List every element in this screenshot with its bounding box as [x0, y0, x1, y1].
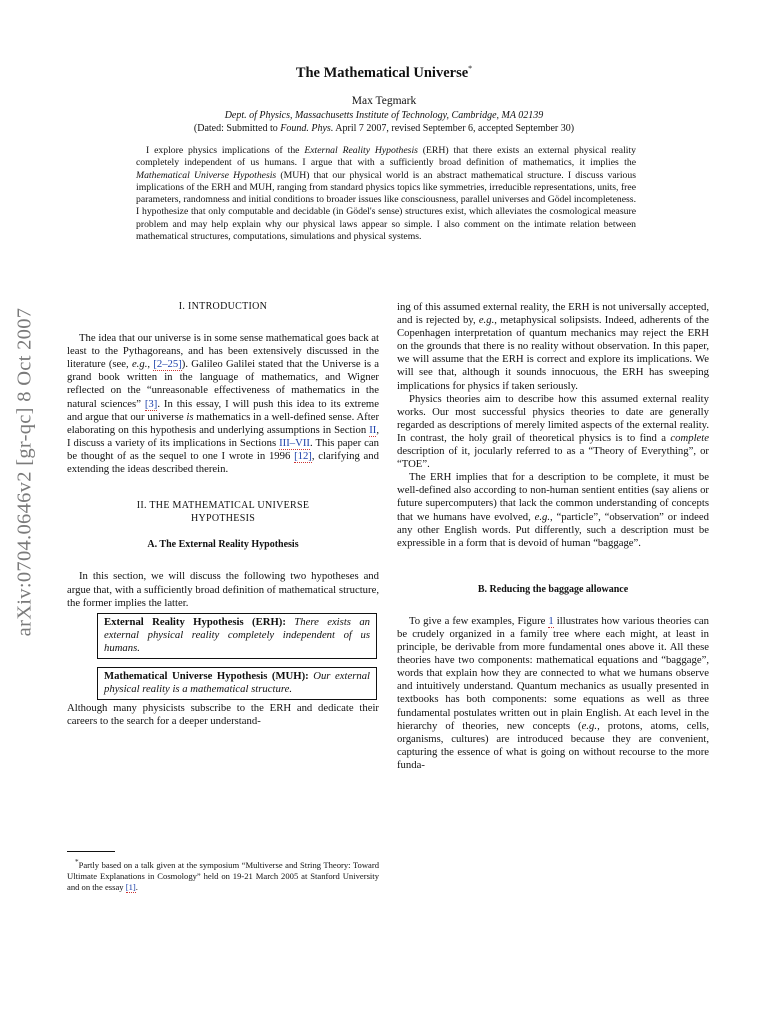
intro-paragraph: The idea that our universe is in some sense mathematical goes back at least to the Pythagoreans, and has been extensively discussed in the literature (see, e.g., [2–25]). Galileo Galilei stated that the Universe is a grand book written in the language of mathematics, and Wigner reflected on the “unreasonable effectiveness of mathematics in the natural sciences” [3]. In this essay, I will push this idea to its extreme and argue that our universe is mathematics in a well-defined sense. After elaborating on this hypothesis and underlying assumptions in Section II, I discuss a variety of its implications in Sections III–VII. This paper can be thought of as the sequel to one I wrote in 1996 [12], clarifying and extending the ideas described therein. — [67, 332, 380, 476]
subsection-heading-baggage: B. Reducing the baggage allowance — [477, 583, 629, 595]
erh-continuation-paragraph: Although many physicists subscribe to the ERH and dedicate their careers to the search for a deeper understand- — [67, 701, 379, 727]
right-paragraph-4: To give a few examples, Figure 1 illustrates how various theories can be crudely organized in a family tree where each might, at least in principle, be derivable from more fundamental ones above it. All these theories have two components: mathematical equations and “baggage”, words that explain how they are connected to what we humans observe and intuitively understand. Quantum mechanics as usually presented in textbooks has both components: some equations as well as three fundamental postulates written out in plain English. At each level in the hierarchy of theories, new concepts (e.g., protons, atoms, cells, organisms, cultures) are introduced because they are convenient, capturing the essence of what is going on without recourse to the more funda- — [397, 614, 709, 771]
citation-link[interactable]: [1] — [125, 881, 136, 892]
citation-link[interactable]: [12] — [294, 449, 312, 462]
section-heading-muh: II. THE MATHEMATICAL UNIVERSE HYPOTHESIS — [136, 500, 310, 525]
left-column — [67, 300, 379, 728]
muh-box — [97, 667, 377, 700]
arxiv-id-text: arXiv:0704.0646v2 [gr-qc] 8 Oct 2007 — [13, 307, 36, 637]
affiliation: Dept. of Physics, Massachusetts Institute of Technology, Cambridge, MA 02139 — [224, 110, 544, 121]
footnote-mark: * — [75, 858, 79, 866]
footnote-rule — [67, 851, 115, 852]
author-name: Max Tegmark — [351, 95, 417, 107]
right-paragraph-1: ing of this assumed external reality, the ERH is not universally accepted, and is rejected by, e.g., metaphysical solipsists. Indeed, adherents of the Copenhagen interpretation of quantum mechanics may reject the ERH on the grounds that there is no reality without observation. In this paper, we will assume that the ERH is correct and explore its implications. We will see that, although it sounds innocuous, the ERH has sweeping implications for physics if taken seriously. — [397, 301, 709, 392]
arxiv-sidebar-stamp — [5, 262, 45, 682]
footnote: *Partly based on a talk given at the symposium “Multiverse and String Theory: Toward Ultimate Explanations in Cosmology” held on 19-21 March 2005 at Stanford University and on the essay [1]. — [67, 858, 379, 892]
right-paragraph-3: The ERH implies that for a description to be complete, it must be well-defined also according to non-human sentient entities (say aliens or future supercomputers) that lack the common understanding of concepts that we humans have evolved, e.g., “particle”, “observation” or indeed any other English words. Put differently, such a description must be expressible in a form that is devoid of human “baggage”. — [397, 471, 709, 549]
hypotheses-intro-paragraph: In this section, we will discuss the following two hypotheses and argue that, with a sufficiently broad definition of mathematical structure, the former implies the latter. — [67, 570, 379, 609]
section-link[interactable]: III–VII — [279, 436, 310, 449]
abstract: I explore physics implications of the External Reality Hypothesis (ERH) that there exists an external physical reality completely independent of us humans. I argue that with a sufficiently broad definition of mathematics, it implies the Mathematical Universe Hypothesis (MUH) that our physical world is an abstract mathematical structure. I discuss various implications of the ERH and MUH, ranging from standard physics topics like symmetries, irreducible representations, units, free parameters, randomness and initial conditions to broader issues like consciousness, parallel universes and Gödel incompleteness. I hypothesize that only computable and decidable (in Gödel's sense) structures exist, which alleviates the cosmological measure problem and may help explain why our physical laws appear so simple. I also comment on the intimate relation between mathematical structures, computations, simulations and physical systems. — [136, 145, 637, 243]
journal-name: Found. Phys. — [280, 123, 334, 134]
section-link[interactable]: II — [369, 423, 377, 436]
paper-title — [0, 64, 768, 82]
right-paragraph-2: Physics theories aim to describe how this assumed external reality works. Our most successful physics theories to date are generally regarded as descriptions of merely limited aspects of the external reality. In contrast, the holy grail of theoretical physics is to find a complete description of it, jocularly referred to as a “Theory of Everything”, or “TOE”. — [397, 392, 709, 471]
figure-link[interactable]: 1 — [548, 614, 554, 627]
title-footnote-mark: * — [468, 64, 473, 73]
muh-statement: Our external physical reality is a mathematical structure. — [104, 669, 371, 695]
citation-link[interactable]: [2–25] — [153, 358, 182, 371]
erh-statement: There exists an external physical reality completely independent of us humans. — [104, 615, 371, 654]
subsection-heading-erh: A. The External Reality Hypothesis — [147, 539, 299, 551]
muh-label: Mathematical Universe Hypothesis (MUH): — [104, 669, 309, 682]
erh-label: External Reality Hypothesis (ERH): — [104, 615, 286, 628]
citation-link[interactable]: [3] — [144, 397, 158, 410]
erh-box — [97, 613, 377, 659]
right-column — [397, 301, 709, 772]
title-text: The Mathematical Universe — [295, 64, 469, 81]
dated-line: (Dated: Submitted to Found. Phys. April 7 2007, revised September 6, accepted September 30) — [193, 123, 575, 134]
section-heading-introduction: I. INTRODUCTION — [178, 301, 268, 312]
